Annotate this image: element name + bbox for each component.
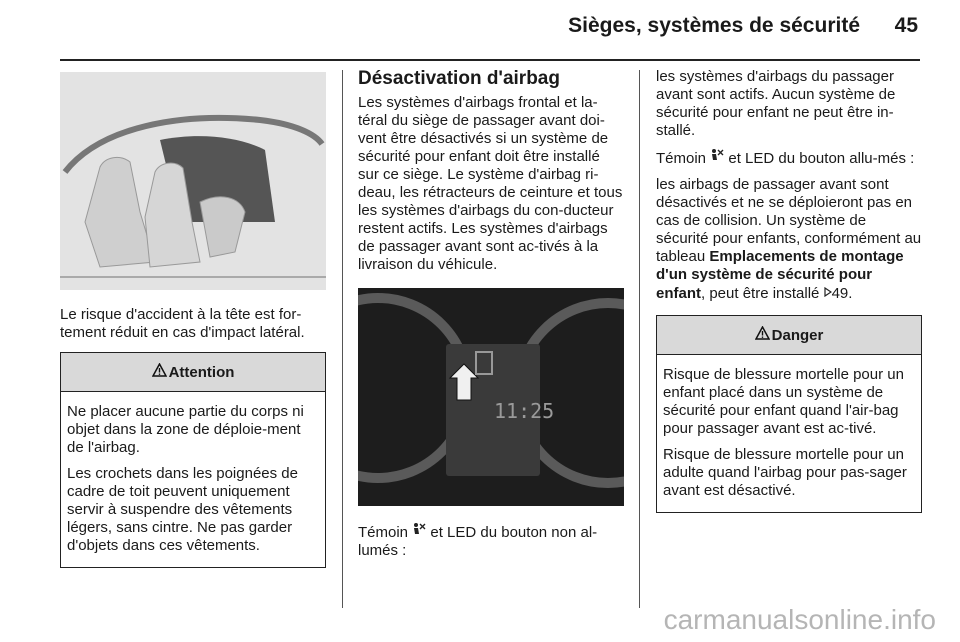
warning-triangle-icon	[755, 326, 770, 345]
danger-box	[656, 315, 922, 513]
attention-title: Attention	[168, 364, 235, 381]
attention-box	[60, 352, 326, 568]
page-reference[interactable]: 49.	[831, 285, 853, 302]
attention-paragraph-2: Les crochets dans les poignées de cadre de toit peuvent uniquement servir à suspendre des vêtements légers, sans cintre. Ne pas garder d'objets dans ces vêtements.	[67, 465, 298, 554]
watermark: carmanualsonline.info	[663, 604, 936, 635]
header-divider	[60, 59, 920, 61]
attention-box-header	[61, 353, 325, 392]
display-time: 11:25	[494, 399, 555, 423]
temoin-prefix: Témoin	[656, 150, 707, 167]
danger-title: Danger	[771, 327, 824, 344]
reference-arrow-icon	[824, 284, 832, 302]
caption-prefix: Témoin	[358, 524, 409, 541]
illustration-caption-line-1: Le risque d'accident à la tête est for-	[60, 306, 302, 323]
airbags-active-text: les systèmes d'airbags du passager avant sont actifs. Aucun système de sécurité pour enfant ne peut être in-stallé.	[656, 68, 896, 139]
installable-text: , peut être installé	[701, 285, 820, 302]
danger-paragraph-2: Risque de blessure mortelle pour un adulte quand l'airbag pour pas-sager avant est désactivé.	[663, 446, 907, 499]
instrument-cluster-photo	[358, 288, 624, 506]
airbag-deactivation-text: Les systèmes d'airbags frontal et la-téral du siège de passager avant doi-vent être désactivés si un système de sécurité pour enfant doit être installé sur ce siège. Le système d'airbag ri-deau, les rétracteurs de ceinture et tous les systèmes d'airbags du con-ducteur restent actifs. Les systèmes d'airbags de passager avant sont ac-tivés à la livraison du véhicule.	[358, 94, 623, 273]
column-divider-2	[639, 70, 640, 608]
danger-box-header	[657, 316, 921, 355]
airbag-off-icon	[412, 522, 426, 541]
danger-paragraph-1: Risque de blessure mortelle pour un enfant placé dans un système de sécurité pour enfant quand l'air-bag pour passager avant est ac-tivé.	[663, 366, 904, 437]
temoin-suffix: et LED du bouton allu-més :	[728, 150, 915, 167]
section-title: Sièges, systèmes de sécurité	[568, 14, 860, 37]
column-divider-1	[342, 70, 343, 608]
warning-triangle-icon	[152, 363, 167, 382]
curtain-airbag-illustration	[60, 72, 326, 290]
section-heading: Désactivation d'airbag	[358, 68, 560, 89]
column-left	[60, 68, 326, 568]
installation-table-link[interactable]: Emplacements de montage d'un système de sécurité pour enfant	[656, 248, 904, 302]
column-middle	[358, 68, 624, 568]
page-number: 45	[894, 14, 918, 37]
illustration-caption-line-2: tement réduit en cas d'impact latéral.	[60, 324, 305, 341]
airbag-off-icon	[710, 148, 724, 167]
caption-suffix: et LED du bouton non al-lumés :	[358, 524, 598, 559]
airbags-deactivated-text: les airbags de passager avant sont désactivés et ne se déploieront pas en cas de collision. Un système de sécurité pour enfants, conformément au tableau	[656, 176, 922, 265]
attention-paragraph-1: Ne placer aucune partie du corps ni objet dans la zone de déploie-ment de l'airbag.	[67, 403, 304, 456]
column-right	[656, 68, 922, 513]
